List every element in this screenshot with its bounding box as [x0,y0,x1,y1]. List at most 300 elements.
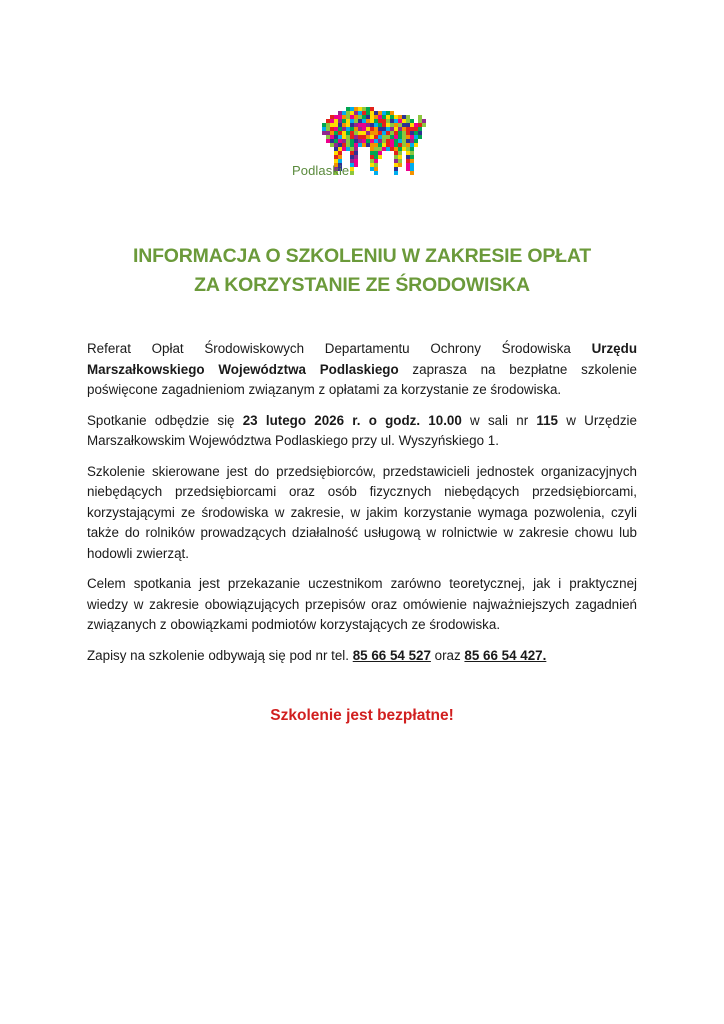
bison-mosaic-tile [354,123,358,127]
bison-mosaic-tile [350,115,354,119]
bison-mosaic-tile [410,143,414,147]
bison-mosaic-tile [342,139,346,143]
bison-mosaic-tile [390,135,394,139]
bison-mosaic-tile [326,139,330,143]
bison-mosaic-tile [410,151,414,155]
bison-mosaic-tile [394,143,398,147]
bison-mosaic-tile [322,127,326,131]
bison-mosaic-tile [374,171,378,175]
bison-mosaic-tile [370,115,374,119]
bison-mosaic-tile [378,111,382,115]
bison-mosaic-tile [382,127,386,131]
bison-mosaic-tile [378,127,382,131]
bison-mosaic-tile [378,131,382,135]
bison-mosaic-tile [406,155,410,159]
meeting-room: 115 [536,412,559,428]
bison-mosaic-tile [410,127,414,131]
bison-mosaic-tile [414,131,418,135]
bison-mosaic-tile [414,135,418,139]
bison-mosaic-tile [374,167,378,171]
bison-mosaic-tile [330,143,334,147]
bison-mosaic-tile [370,155,374,159]
bison-mosaic-tile [370,159,374,163]
bison-mosaic-tile [346,119,350,123]
bison-mosaic-tile [354,151,358,155]
bison-mosaic-tile [418,115,422,119]
bison-mosaic-tile [414,143,418,147]
bison-mosaic-tile [338,111,342,115]
bison-mosaic-tile [406,115,410,119]
bison-mosaic-tile [382,123,386,127]
bison-mosaic-tile [350,171,354,175]
bison-mosaic-tile [334,127,338,131]
bison-mosaic-tile [350,143,354,147]
bison-mosaic-tile [326,131,330,135]
bison-mosaic-tile [362,111,366,115]
bison-mosaic-tile [334,151,338,155]
bison-mosaic-tile [366,139,370,143]
bison-mosaic-tile [406,139,410,143]
bison-mosaic-tile [402,119,406,123]
bison-mosaic-tile [326,135,330,139]
bison-mosaic-tile [366,127,370,131]
bison-mosaic-tile [334,135,338,139]
bison-mosaic-tile [370,139,374,143]
bison-mosaic-tile [370,143,374,147]
bison-mosaic-tile [390,123,394,127]
bison-mosaic-tile [374,151,378,155]
bison-mosaic-tile [382,147,386,151]
bison-mosaic-tile [358,107,362,111]
bison-mosaic-tile [410,163,414,167]
bison-mosaic-tile [334,115,338,119]
bison-mosaic-tile [402,143,406,147]
bison-mosaic-tile [350,167,354,171]
bison-mosaic-tile [350,163,354,167]
bison-mosaic-tile [350,147,354,151]
bison-mosaic-tile [346,127,350,131]
bison-mosaic-tile [346,107,350,111]
bison-mosaic-tile [374,139,378,143]
bison-mosaic-tile [374,111,378,115]
bison-mosaic-tile [414,127,418,131]
bison-mosaic-tile [334,131,338,135]
bison-mosaic-tile [338,127,342,131]
bison-mosaic-tile [382,139,386,143]
bison-mosaic-tile [418,123,422,127]
bison-mosaic-tile [350,131,354,135]
bison-mosaic-tile [338,115,342,119]
bison-mosaic-tile [370,119,374,123]
bison-mosaic-tile [342,131,346,135]
bison-mosaic-tile [398,123,402,127]
bison-mosaic-tile [374,115,378,119]
bison-mosaic-tile [350,135,354,139]
bison-mosaic-tile [366,143,370,147]
bison-mosaic-tile [350,111,354,115]
bison-mosaic-tile [354,163,358,167]
bison-mosaic-tile [342,147,346,151]
bison-mosaic-tile [410,171,414,175]
bison-mosaic-tile [406,147,410,151]
bison-mosaic-tile [330,115,334,119]
bison-mosaic-tile [342,143,346,147]
bison-mosaic-tile [418,131,422,135]
bison-mosaic-tile [358,127,362,131]
bison-mosaic-tile [346,135,350,139]
bison-mosaic-tile [378,135,382,139]
meeting-text-2: w sali nr [461,412,537,428]
bison-mosaic-tile [390,119,394,123]
bison-mosaic-tile [406,167,410,171]
bison-mosaic-tile [346,143,350,147]
bison-mosaic-tile [370,147,374,151]
bison-mosaic-tile [354,127,358,131]
bison-mosaic-tile [338,131,342,135]
bison-mosaic-tile [406,143,410,147]
bison-mosaic-tile [362,119,366,123]
bison-mosaic-tile [406,123,410,127]
bison-mosaic-tile [406,127,410,131]
bison-mosaic-tile [386,127,390,131]
bison-mosaic-tile [362,123,366,127]
bison-mosaic-tile [338,151,342,155]
bison-mosaic-tile [410,119,414,123]
bison-mosaic-tile [378,151,382,155]
bison-mosaic-tile [402,115,406,119]
bison-mosaic-tile [374,155,378,159]
bison-mosaic-tile [366,135,370,139]
bison-mosaic-tile [394,115,398,119]
bison-mosaic-tile [398,163,402,167]
phone-number-2[interactable]: 85 66 54 427. [464,647,547,663]
bison-mosaic-tile [342,135,346,139]
bison-mosaic-tile [346,131,350,135]
bison-mosaic-tile [346,115,350,119]
bison-mosaic-tile [406,131,410,135]
bison-mosaic-tile [338,155,342,159]
bison-mosaic-tile [370,107,374,111]
bison-mosaic-tile [338,139,342,143]
bison-mosaic-tile [402,127,406,131]
bison-mosaic-tile [374,131,378,135]
bison-mosaic-tile [346,139,350,143]
podlaskie-logo [288,103,433,183]
bison-mosaic-tile [370,151,374,155]
bison-mosaic-tile [370,123,374,127]
bison-mosaic-tile [338,143,342,147]
bison-mosaic-tile [366,131,370,135]
bison-mosaic-tile [350,159,354,163]
bison-mosaic-tile [394,159,398,163]
bison-mosaic-tile [378,147,382,151]
bison-mosaic-tile [326,127,330,131]
title-line-2: ZA KORZYSTANIE ZE ŚRODOWISKA [194,274,530,296]
bison-mosaic-tile [354,159,358,163]
bison-mosaic-tile [370,127,374,131]
bison-mosaic-tile [390,115,394,119]
bison-mosaic-tile [330,139,334,143]
bison-mosaic-tile [378,155,382,159]
bison-mosaic-tile [386,139,390,143]
bison-mosaic-tile [370,111,374,115]
bison-mosaic-tile [378,119,382,123]
bison-mosaic-tile [398,143,402,147]
bison-mosaic-tile [390,111,394,115]
bison-mosaic-tile [382,111,386,115]
bison-mosaic-tile [386,123,390,127]
bison-mosaic-tile [386,135,390,139]
bison-mosaic-tile [390,139,394,143]
bison-mosaic-tile [370,131,374,135]
bison-mosaic-tile [410,147,414,151]
bison-mosaic-tile [402,131,406,135]
bison-mosaic-tile [418,135,422,139]
bison-mosaic-tile [338,147,342,151]
bison-mosaic-tile [354,135,358,139]
bison-mosaic-tile [422,123,426,127]
bison-mosaic-tile [410,139,414,143]
bison-mosaic-tile [350,119,354,123]
bison-mosaic-tile [370,167,374,171]
bison-mosaic-tile [362,139,366,143]
bison-mosaic-tile [374,163,378,167]
bison-mosaic-tile [338,123,342,127]
bison-mosaic-tile [406,159,410,163]
bison-mosaic-tile [374,135,378,139]
bison-mosaic-tile [342,123,346,127]
bison-mosaic-tile [358,111,362,115]
bison-mosaic-tile [326,119,330,123]
bison-mosaic-tile [414,123,418,127]
bison-mosaic-tile [394,119,398,123]
bison-mosaic-tile [398,135,402,139]
bison-mosaic-tile [358,131,362,135]
bison-mosaic-tile [386,119,390,123]
bison-mosaic-tile [354,107,358,111]
bison-mosaic-tile [366,115,370,119]
bison-mosaic-tile [330,135,334,139]
bison-mosaic-tile [358,123,362,127]
bison-mosaic-tile [406,135,410,139]
bison-mosaic-tile [334,119,338,123]
logo-text: Podlaskie [292,163,350,178]
bison-mosaic-tile [362,115,366,119]
bison-mosaic-tile [398,139,402,143]
bison-mosaic-tile [386,131,390,135]
bison-mosaic-tile [390,127,394,131]
phone-number-1[interactable]: 85 66 54 527 [352,647,431,663]
bison-mosaic-tile [354,155,358,159]
bison-mosaic-tile [338,119,342,123]
bison-mosaic-tile [354,143,358,147]
document-body [87,339,637,676]
bison-mosaic-tile [370,135,374,139]
meeting-date: 23 lutego 2026 r. o godz. 10.00 [242,412,462,428]
bison-mosaic-tile [382,131,386,135]
bison-mosaic-tile [378,115,382,119]
bison-mosaic-tile [422,119,426,123]
bison-mosaic-tile [362,131,366,135]
registration-text-1: Zapisy na szkolenie odbywają się pod nr tel. [87,647,353,663]
bison-mosaic-tile [358,143,362,147]
bison-mosaic-tile [398,131,402,135]
bison-mosaic-tile [402,139,406,143]
bison-mosaic-tile [394,131,398,135]
bison-mosaic-tile [394,147,398,151]
bison-mosaic-tile [394,155,398,159]
bison-mosaic-tile [386,147,390,151]
bison-mosaic-tile [406,163,410,167]
bison-mosaic-tile [362,107,366,111]
bison-mosaic-tile [394,123,398,127]
bison-mosaic-tile [366,107,370,111]
bison-mosaic-tile [358,135,362,139]
paragraph-registration [87,646,637,667]
bison-mosaic-tile [322,131,326,135]
bison-mosaic-tile [386,115,390,119]
bison-mosaic-tile [410,123,414,127]
bison-mosaic-tile [330,123,334,127]
bison-mosaic-tile [338,135,342,139]
bison-mosaic-tile [330,119,334,123]
bison-mosaic-tile [394,163,398,167]
bison-mosaic-tile [386,143,390,147]
bison-mosaic-tile [374,159,378,163]
bison-mosaic-tile [358,119,362,123]
bison-mosaic-tile [358,139,362,143]
paragraph-audience: Szkolenie skierowane jest do przedsiębiorców, przedstawicieli jednostek organizacyjnych niebędących przedsiębiorcami oraz osób fizycznych niebędących przedsiębiorcami, korzystającymi ze środowiska w zakresie, w jakim korzystanie wymaga pozwolenia, czyli także do rolników prowadzących działalność usługową w rolnictwie w zakresie chowu lub hodowli zwierząt. [87,463,637,561]
bison-mosaic-tile [330,127,334,131]
bison-mosaic-tile [402,135,406,139]
paragraph-meeting [87,411,637,452]
bison-mosaic-tile [394,135,398,139]
bison-mosaic-tile [362,127,366,131]
bison-mosaic-tile [374,143,378,147]
bison-mosaic-tile [394,139,398,143]
bison-mosaic-tile [398,155,402,159]
bison-mosaic-tile [322,123,326,127]
bison-mosaic-tile [394,171,398,175]
bison-mosaic-tile [398,115,402,119]
bison-mosaic-tile [354,119,358,123]
bison-mosaic-tile [374,147,378,151]
bison-mosaic-tile [354,147,358,151]
bison-mosaic-tile [342,127,346,131]
bison-mosaic-tile [362,143,366,147]
bison-mosaic-tile [398,159,402,163]
bison-mosaic-tile [410,135,414,139]
bison-mosaic-tile [398,151,402,155]
bison-mosaic-tile [374,127,378,131]
bison-mosaic-tile [358,115,362,119]
bison-mosaic-tile [374,119,378,123]
bison-mosaic-tile [342,115,346,119]
bison-mosaic-tile [354,139,358,143]
title-line-1: INFORMACJA O SZKOLENIU W ZAKRESIE OPŁAT [132,245,592,267]
bison-mosaic-tile [398,119,402,123]
bison-mosaic-tile [394,151,398,155]
bison-mosaic-tile [410,167,414,171]
paragraph-intro [87,339,637,401]
bison-mosaic-tile [398,127,402,131]
bison-mosaic-tile [346,111,350,115]
bison-mosaic-tile [350,127,354,131]
bison-mosaic-tile [350,151,354,155]
bison-mosaic-tile [390,143,394,147]
bison-mosaic-tile [386,111,390,115]
bison-mosaic-tile [362,135,366,139]
bison-mosaic-tile [410,155,414,159]
bison-mosaic-tile [418,119,422,123]
bison-mosaic-tile [390,131,394,135]
bison-mosaic-tile [410,131,414,135]
bison-mosaic-tile [374,123,378,127]
bison-mosaic-tile [354,115,358,119]
bison-mosaic-tile [390,147,394,151]
bison-mosaic-tile [370,163,374,167]
bison-mosaic-tile [394,167,398,171]
bison-mosaic-tile [334,143,338,147]
bison-mosaic-tile [334,147,338,151]
bison-mosaic-tile [394,127,398,131]
bison-mosaic-tile [382,135,386,139]
bison-mosaic-tile [350,123,354,127]
bison-mosaic-tile [378,139,382,143]
bison-mosaic-tile [334,155,338,159]
bison-mosaic-tile [378,123,382,127]
bison-mosaic-tile [326,123,330,127]
bison-mosaic-tile [346,147,350,151]
bison-mosaic-tile [342,111,346,115]
bison-mosaic-tile [354,111,358,115]
bison-mosaic-tile [406,119,410,123]
bison-mosaic-tile [366,119,370,123]
bison-mosaic-tile [406,151,410,155]
intro-text-1: Referat Opłat Środowiskowych Departamentu Ochrony Środowiska [87,341,592,356]
bison-mosaic-tile [382,115,386,119]
bison-mosaic-tile [354,131,358,135]
meeting-text-1: Spotkanie odbędzie się [87,412,243,428]
bison-mosaic-tile [342,119,346,123]
bison-mosaic-tile [414,139,418,143]
bison-mosaic-tile [350,107,354,111]
meeting-text-3: w Urzędzie Marszałkowskim Województwa Podlaskiego przy ul. Wyszyńskiego 1. [87,412,637,448]
bison-mosaic-tile [382,119,386,123]
bison-mosaic-tile [402,123,406,127]
bison-mosaic-tile [410,159,414,163]
bison-mosaic-tile [334,123,338,127]
page-title [60,242,664,300]
office-name: Urzędu Marszałkowskiego Województwa Podlaskiego [87,341,637,377]
bison-mosaic-tile [366,123,370,127]
bison-mosaic-tile [350,155,354,159]
bison-mosaic-tile [366,111,370,115]
bison-mosaic-tile [334,139,338,143]
intro-text-2: zaprasza na bezpłatne szkolenie poświęcone zagadnieniom związanym z opłatami za korzystanie ze środowiska. [87,361,637,397]
bison-mosaic-tile [350,139,354,143]
bison-mosaic-tile [382,143,386,147]
free-training-notice: Szkolenie jest bezpłatne! [270,707,454,724]
bison-mosaic-tile [398,147,402,151]
bison-mosaic-tile [402,147,406,151]
bison-mosaic-tile [418,127,422,131]
paragraph-goal: Celem spotkania jest przekazanie uczestnikom zarówno teoretycznej, jak i praktycznej wiedzy w zakresie obowiązujących przepisów oraz omówienie najważniejszych zagadnień związanych z obowiązkami podmiotów korzystających ze środowiska. [87,576,637,632]
registration-text-2: oraz [430,647,465,663]
bison-mosaic-tile [330,131,334,135]
bison-mosaic-tile [378,143,382,147]
bison-mosaic-tile [346,123,350,127]
